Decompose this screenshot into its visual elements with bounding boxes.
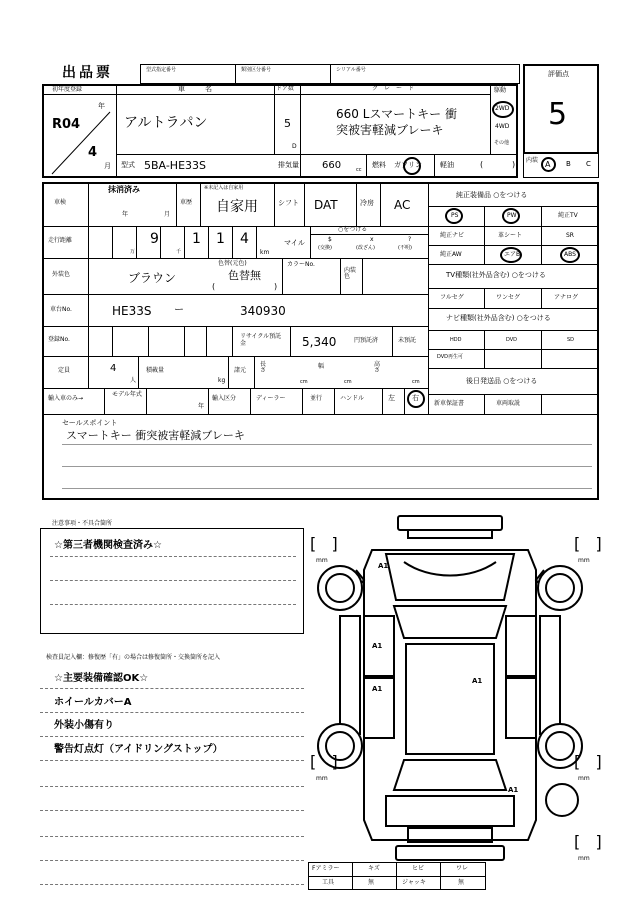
chassis-number: 340930 <box>240 304 286 318</box>
bottom-value-tools: 工具 <box>322 879 335 886</box>
recycle-deposited[interactable]: 円預託済 <box>354 337 379 344</box>
color-label: 外装色 <box>52 271 71 278</box>
car-diagram <box>300 510 620 870</box>
shaken-year-unit: 年 <box>122 211 129 218</box>
mileage-digit-5: 1 <box>216 231 225 247</box>
shaken-label: 車検 <box>54 199 67 206</box>
mm-unit-2: mm <box>578 557 590 564</box>
recycle-not-deposited[interactable]: 未預託 <box>398 337 417 344</box>
car-name: アルトラパン <box>124 115 208 131</box>
equip-navi[interactable]: 純正ナビ <box>440 232 465 239</box>
measure-bracket-rear-left[interactable]: [ ] <box>310 752 338 771</box>
equip-aw[interactable]: 純正AW <box>440 251 462 258</box>
recycle-label: リサイクル預託金 <box>240 333 282 348</box>
navi-hdd[interactable]: HDD <box>450 337 462 343</box>
handle-label: ハンドル <box>340 395 365 402</box>
post-manual[interactable]: 車両取説 <box>496 400 521 407</box>
bottom-value-none-2: 無 <box>458 879 465 886</box>
inspector-line-2: ホイールカバーA <box>54 697 132 708</box>
inspector-label: 検査員記入欄：修復歴「有」の場合は修復箇所・交換箇所を記入 <box>46 654 221 661</box>
post-warranty[interactable]: 新車保証書 <box>434 400 465 407</box>
reg-year: R04 <box>52 117 81 132</box>
color-value: ブラウン <box>128 271 177 285</box>
mileage-digit-6: 4 <box>240 231 249 247</box>
inspector-line-1: ☆主要装備確認OK☆ <box>54 673 149 684</box>
shift-label: シフト <box>278 199 299 207</box>
mileage-digit-4: 1 <box>192 231 201 247</box>
equip-airbag[interactable]: エアB <box>504 251 521 258</box>
color-paren-close: ) <box>274 282 278 291</box>
equip-ps[interactable]: PS <box>451 212 459 219</box>
width-cm: cm <box>344 379 352 385</box>
grade-line-1: 660 Lスマートキー 衝 <box>336 107 457 121</box>
tv-analog[interactable]: アナログ <box>554 294 579 301</box>
damage-mark-4: A1 <box>472 677 483 685</box>
shift-value: DAT <box>314 198 338 212</box>
car-name-label: 車名 <box>178 85 232 93</box>
bottom-header-break: ワレ <box>456 865 469 872</box>
mileage-option-tampered-name: (改ざん) <box>356 245 375 251</box>
serial-number-label: シリアル番号 <box>336 67 366 73</box>
displacement-value: 660 <box>322 160 342 171</box>
dvd-playback[interactable]: DVD再生可 <box>437 354 464 360</box>
reg-month: 4 <box>88 145 98 160</box>
handle-selected-circle <box>407 390 425 408</box>
mileage-option-unknown[interactable]: ? <box>408 236 412 243</box>
mm-unit-1: mm <box>316 557 328 564</box>
capacity-value: 4 <box>110 363 117 374</box>
equip-abs[interactable]: ABS <box>564 251 576 258</box>
fuel-selected-circle <box>403 157 421 175</box>
sales-point-label: セールスポイント <box>62 419 118 427</box>
capacity-label: 定員 <box>58 367 71 374</box>
chassis-label: 車台No. <box>50 306 72 313</box>
color-paren-open: ( <box>212 282 216 291</box>
mileage-option-exchange[interactable]: $ <box>328 236 332 243</box>
model-year-label: モデル年式 <box>112 391 142 398</box>
length-label: 長さ <box>260 361 267 374</box>
height-label: 高さ <box>374 361 381 374</box>
parallel-option[interactable]: 並行 <box>310 395 323 402</box>
page-title: 出品票 <box>62 65 113 81</box>
damage-mark-3: A1 <box>372 685 383 693</box>
grade-label: グレード <box>372 85 421 92</box>
dealer-option[interactable]: ディーラー <box>256 395 286 402</box>
navi-dvd[interactable]: DVD <box>506 337 518 343</box>
mileage-label: 走行距離 <box>48 237 73 244</box>
width-label: 幅 <box>318 363 325 370</box>
bottom-header-scratch: キズ <box>368 865 380 872</box>
dimensions-label: 諸元 <box>234 367 247 374</box>
mm-unit-4: mm <box>578 775 590 782</box>
score-label: 評価点 <box>548 70 569 78</box>
mileage-mark-label: ○をつける <box>338 226 368 233</box>
load-label: 積載量 <box>146 367 165 374</box>
shaken-status: 抹消済み <box>108 185 140 194</box>
equip-ps-circle <box>445 208 463 224</box>
handle-left[interactable]: 左 <box>388 394 395 402</box>
man-unit: 万 <box>130 249 136 255</box>
drive-label: 駆動 <box>494 87 507 94</box>
damage-mark-5: A1 <box>508 786 519 794</box>
bottom-value-jack: ジャッキ <box>402 879 426 886</box>
navi-title: ナビ種類(社外品含む) ○をつける <box>446 314 551 322</box>
equip-pw[interactable]: PW <box>507 212 517 219</box>
equip-airbag-circle <box>500 247 522 263</box>
tv-oneseg[interactable]: ワンセグ <box>496 294 521 301</box>
equip-sr[interactable]: SR <box>566 232 574 239</box>
reg-no-label: 登録No. <box>48 336 70 343</box>
class-number-label: 類別区分番号 <box>241 67 272 73</box>
tv-fullseg[interactable]: フルセグ <box>440 294 464 301</box>
color-no-label: カラーNo. <box>287 261 315 268</box>
drive-4wd[interactable]: 4WD <box>495 123 510 130</box>
drive-other[interactable]: その他 <box>494 140 510 146</box>
usage-value: 自家用 <box>216 199 258 215</box>
kg-unit: kg <box>218 377 226 384</box>
km-unit: km <box>260 249 270 256</box>
length-cm: cm <box>300 379 308 385</box>
door-unit: D <box>292 143 297 150</box>
inspector-line-3: 外装小傷有り <box>54 720 114 731</box>
interior-label: 内装 <box>526 157 539 164</box>
measure-bracket-rear-right[interactable]: [ ] <box>574 752 602 771</box>
month-unit: 月 <box>104 162 111 170</box>
person-unit: 人 <box>130 377 137 384</box>
fuel-gasoline[interactable]: ガソリン <box>394 161 422 169</box>
interior-grade-a[interactable]: A <box>545 160 551 169</box>
usage-label: 車歴 <box>180 199 193 206</box>
doors-value: 5 <box>284 117 291 130</box>
mm-unit-3: mm <box>316 775 328 782</box>
measure-bracket-front-right[interactable]: [ ] <box>574 534 602 553</box>
equip-pw-circle <box>502 208 520 224</box>
reg-year-label: 初年度登録 <box>52 86 83 93</box>
import-label: 輸入車のみ→ <box>48 395 84 402</box>
inspector-line-4: 警告灯点灯（アイドリングストップ） <box>54 744 223 755</box>
interior-selected-circle <box>541 157 556 172</box>
interior-grade-c[interactable]: C <box>586 160 591 168</box>
model-label: 型式 <box>121 161 135 169</box>
shaken-month-unit: 月 <box>164 211 171 218</box>
sales-point-text: スマートキー 衝突被害軽減ブレーキ <box>66 429 245 442</box>
doors-label: ドア数 <box>276 85 294 92</box>
measure-bracket-front-left[interactable]: [ ] <box>310 534 338 553</box>
model-year-unit: 年 <box>198 403 205 410</box>
bottom-value-none-1: 無 <box>368 879 375 886</box>
light-oil-label: 軽油 <box>440 161 454 169</box>
notes-label: 注意事項・不具合箇所 <box>52 520 113 527</box>
paren-open: ( <box>480 160 484 169</box>
bottom-header-crack: ヒビ <box>412 865 425 872</box>
mile-label: マイル <box>284 239 305 247</box>
mileage-digit-3: 9 <box>150 231 159 247</box>
post-title: 後日発送品 ○をつける <box>466 377 538 385</box>
equip-abs-circle <box>560 247 580 263</box>
equip-tv[interactable]: 純正TV <box>558 212 578 219</box>
mileage-option-tampered[interactable]: x <box>370 236 374 243</box>
damage-mark-2: A1 <box>372 642 383 650</box>
bottom-header-mirror: Fアミラー <box>312 865 340 872</box>
interior-grade-b[interactable]: B <box>566 160 571 168</box>
notes-line-1: ☆第三者機関検査済み☆ <box>54 540 162 551</box>
score-value: 5 <box>548 97 568 132</box>
drive-2wd[interactable]: 2WD <box>495 105 510 112</box>
recycle-value: 5,340 <box>302 335 337 349</box>
model-value: 5BA-HE33S <box>144 159 206 172</box>
tv-title: TV種類(社外品含む) ○をつける <box>446 271 546 279</box>
type-number-label: 型式指定番号 <box>146 67 177 73</box>
equip-leather[interactable]: 革シート <box>498 232 523 239</box>
color-change-label: 色替(元色) <box>218 260 247 267</box>
handle-right[interactable]: 右 <box>412 394 419 402</box>
fuel-label: 燃料 <box>372 161 386 169</box>
year-unit: 年 <box>98 102 105 110</box>
navi-sd[interactable]: SD <box>567 337 575 343</box>
import-category-label: 輸入区分 <box>212 395 237 402</box>
usage-note: ※未記入は自家用 <box>204 185 244 191</box>
equipment-title: 純正装備品 ○をつける <box>456 191 528 199</box>
grade-line-2: 突被害軽減ブレーキ <box>336 123 444 137</box>
chassis-dash: ー <box>174 305 184 316</box>
ac-value: AC <box>394 198 411 212</box>
cc-unit: cc <box>356 167 362 173</box>
color-change-value: 色替無 <box>228 269 261 282</box>
chassis-model: HE33S <box>112 304 152 318</box>
measure-bracket-spare[interactable]: [ ] <box>574 832 602 851</box>
displacement-label: 排気量 <box>278 161 299 169</box>
height-cm: cm <box>412 379 420 385</box>
ac-label: 冷房 <box>360 199 374 207</box>
mileage-option-exchange-name: (交換) <box>318 245 332 251</box>
mm-unit-5: mm <box>578 855 590 862</box>
damage-mark-1: A1 <box>378 562 389 570</box>
paren-close: ) <box>512 160 516 169</box>
mileage-option-unknown-name: (不明) <box>398 245 412 251</box>
interior-color-label: 内装色 <box>344 267 357 280</box>
sen-unit: 千 <box>176 249 182 255</box>
